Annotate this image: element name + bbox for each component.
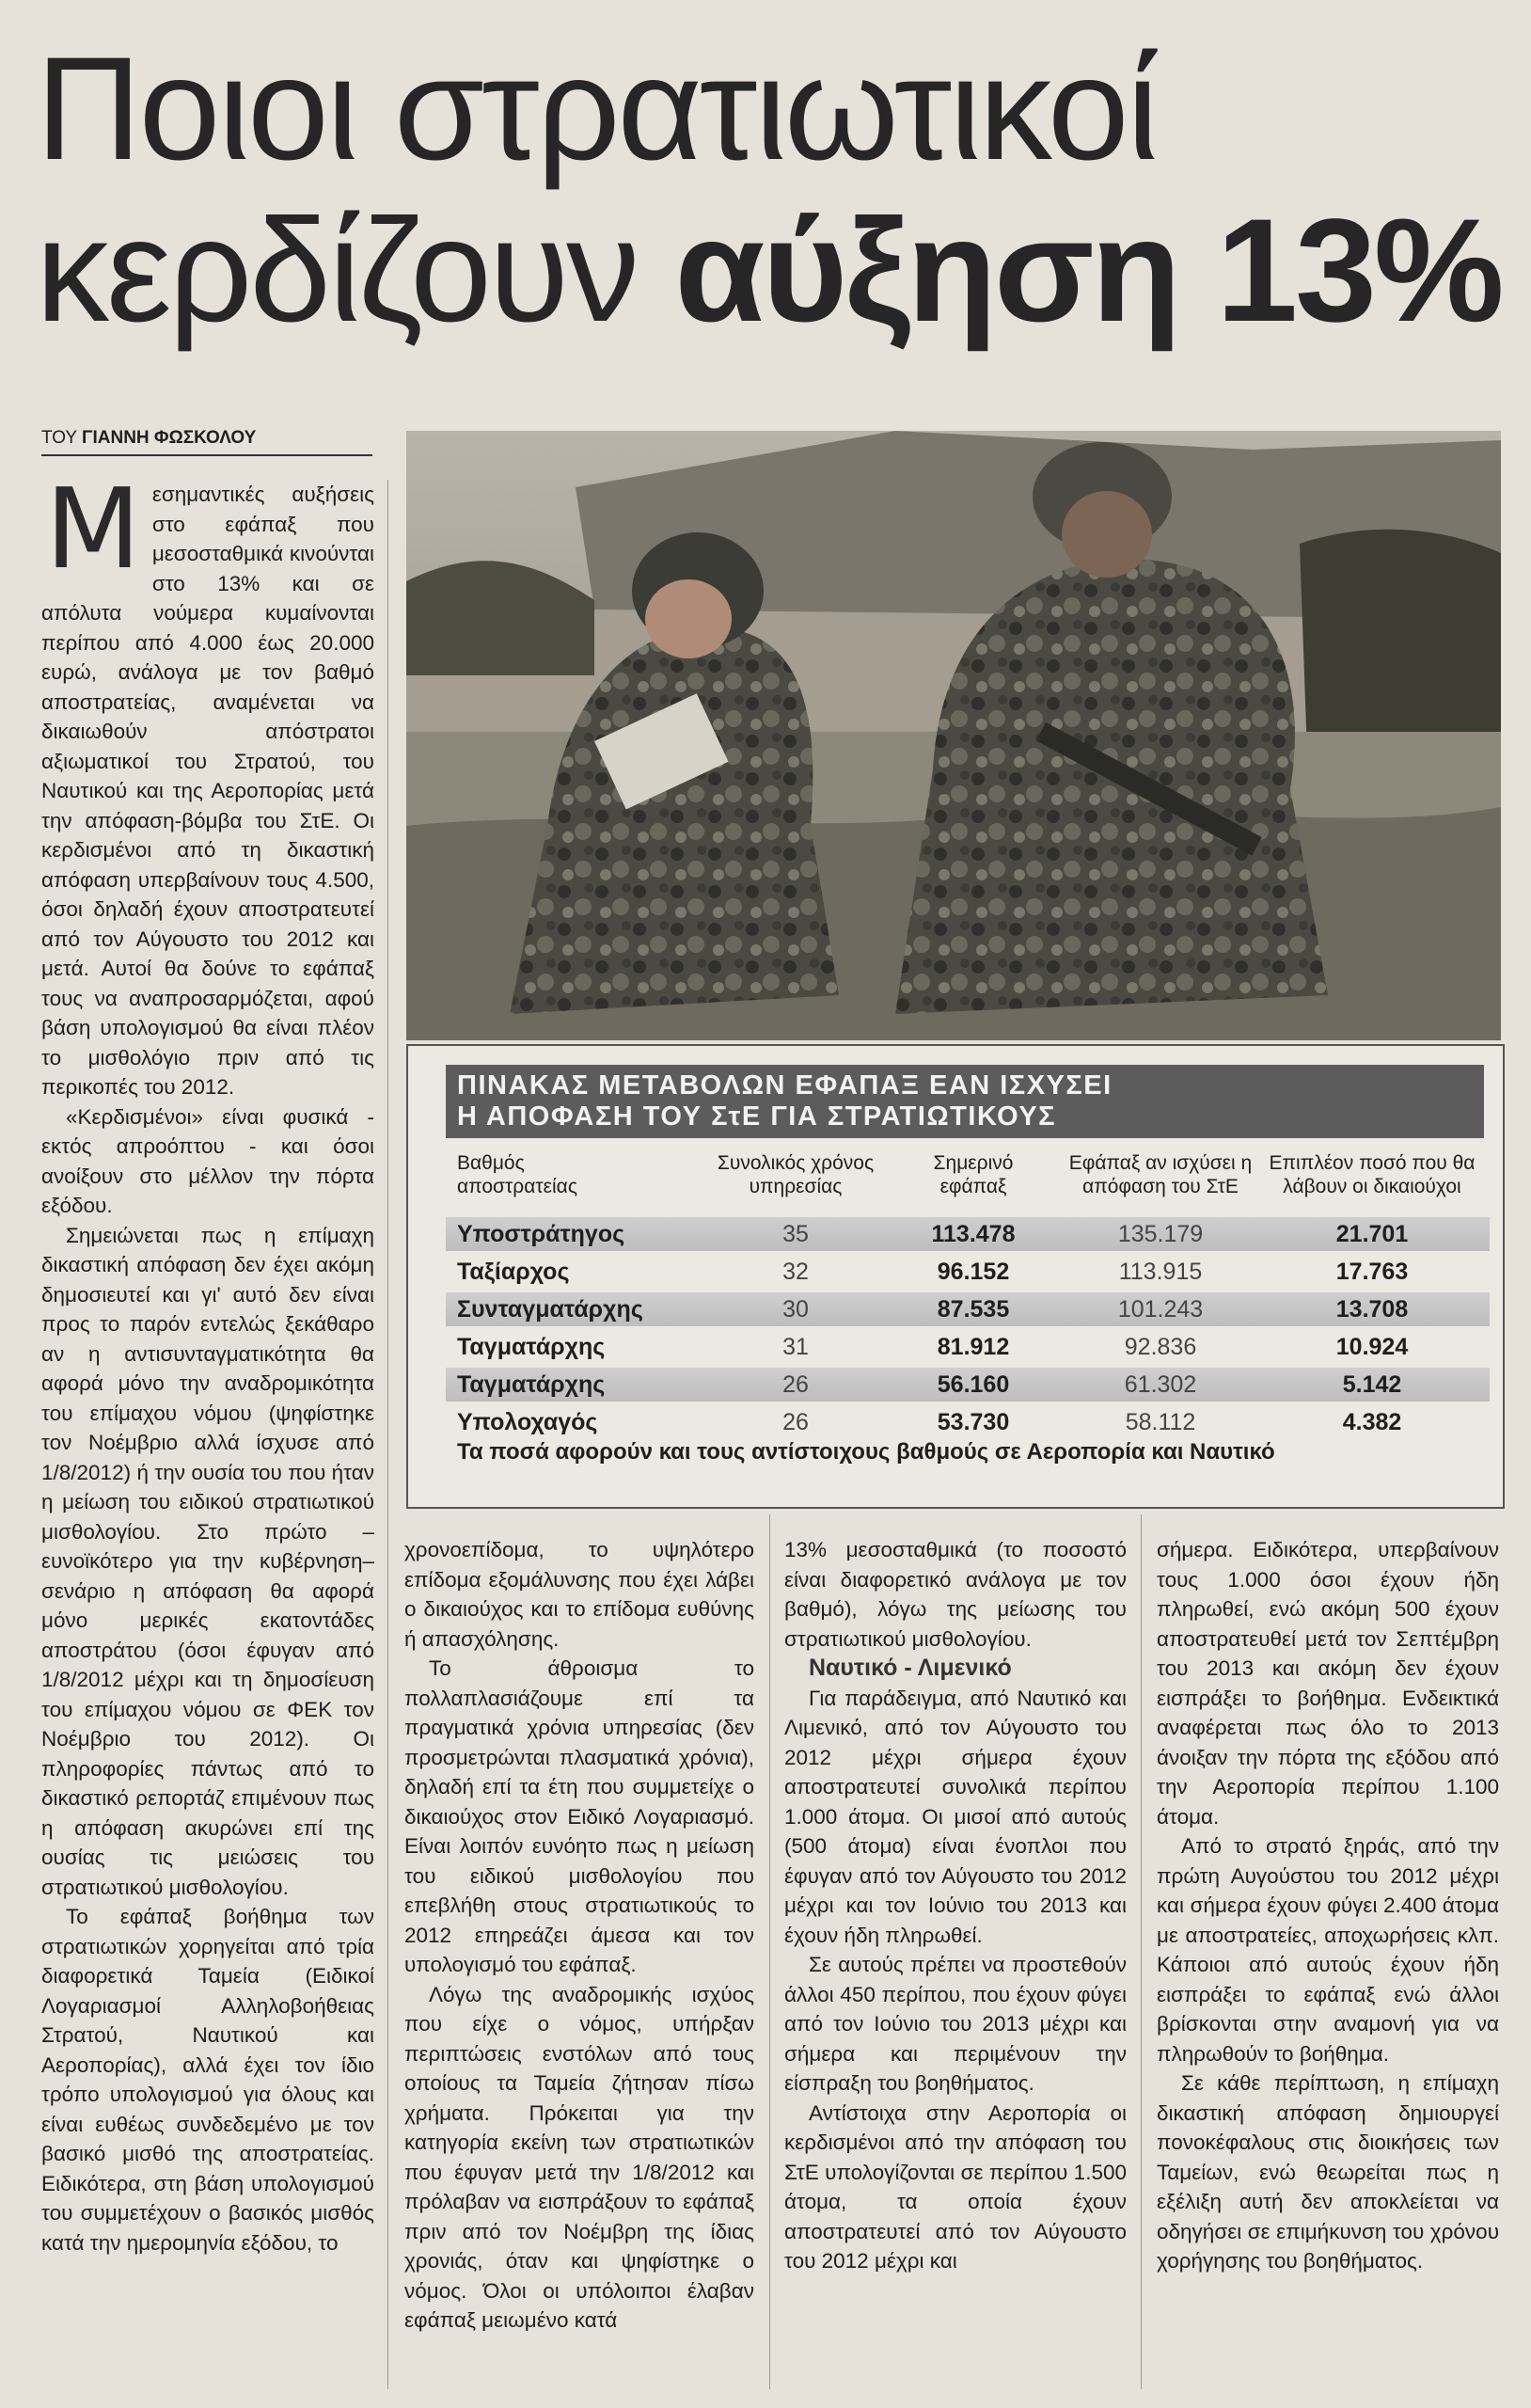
table-row: Υπολοχαγός 26 53.730 58.112 4.382	[457, 1409, 1402, 1435]
col-header-new: Εφάπαξ αν ισχύσει η απόφαση του ΣτΕ	[1068, 1152, 1253, 1197]
paragraph: Το εφάπαξ βοήθημα των στρατιωτικών χορηγείται από τρία διαφορετικά Ταμεία (Ειδικοί Λογαριασμοί Αλληλοβοήθειας Στρατού, Ναυτικού και Αεροπορίας), αλλά έχει τον ίδιο τρόπο υπολογισμού για όλους και είναι ευθέως συνδεδεμένο με τον βασικό μισθό της αποστρατείας. Ειδικότερα, στη βάση υπολογισμού του συμμετέχουν ο βασικός μισθός κατά την ημερομηνία εξόδου, το	[41, 1905, 374, 2255]
column-divider	[387, 480, 388, 2389]
paragraph: 13% μεσοσταθμικά (το ποσοστό είναι διαφορετικό ανάλογα με τον βαθμό), λόγω της μείωσης του στρατιωτικού μισθολογίου.	[784, 1538, 1127, 1651]
table-row: Υποστράτηγος 35 113.478 135.179 21.701	[446, 1217, 1490, 1251]
article-column-1	[41, 464, 374, 2258]
paragraph: Για παράδειγμα, από Ναυτικό και Λιμενικό, από τον Αύγουστο του 2012 μέχρι σήμερα έχουν αποστρατευτεί συνολικά περίπου 1.000 άτομα. Οι μισοί από αυτούς (500 άτομα) είναι ένοπλοι που έφυγαν από τον Αύγουστο του 2012 μέχρι και τον Ιούνιο του 2013 και έχουν ήδη πληρωθεί.	[784, 1686, 1127, 1947]
column-divider	[769, 1514, 770, 2389]
col-header-extra: Επιπλέον ποσό που θα λάβουν οι δικαιούχοι	[1269, 1152, 1476, 1197]
headline-highlight: αύξηση 13%	[674, 189, 1502, 353]
headline-line-1: Ποιοι στρατιωτικοί	[36, 27, 1157, 191]
col-header-rank: Βαθμός αποστρατείας	[457, 1152, 577, 1197]
col-header-current: Σημερινό εφάπαξ	[933, 1152, 1014, 1197]
soldiers-photo	[406, 431, 1501, 1040]
paragraph: χρονοεπίδομα, το υψηλότερο επίδομα εξομάλυνσης που έχει λάβει ο δικαιούχος και το επίδομα ευθύνης ή απασχόλησης.	[404, 1538, 754, 1651]
paragraph: Σε αυτούς πρέπει να προστεθούν άλλοι 450 περίπου, που έχουν φύγει από τον Ιούνιο του 2013 μέχρι και σήμερα και περιμένουν την είσπραξη του βοηθήματος.	[784, 1953, 1127, 2095]
subheading: Ναυτικό - Λιμενικό	[809, 1655, 1012, 1681]
headline-line-2: κερδίζουν	[36, 189, 675, 353]
col-header-years: Συνολικός χρόνος υπηρεσίας	[717, 1152, 875, 1197]
paragraph: Λόγω της αναδρομικής ισχύος που είχε ο νόμος, υπήρξαν περιπτώσεις ενστόλων από τους οποίους τα Ταμεία ζήτησαν πίσω χρήματα. Πρόκειται για την κατηγορία εκείνη των στρατιωτικών που έφυγαν μετά την 1/8/2012 και πρόλαβαν να εισπράξουν το εφάπαξ πριν από τον Νοέμβρη της ίδιας χρονιάς, όταν και ψηφίστηκε ο νόμος. Όλοι οι υπόλοιποι έλαβαν εφάπαξ μειωμένο κατά	[404, 1982, 754, 2332]
paragraph: Σημειώνεται πως η επίμαχη δικαστική απόφαση δεν έχει ακόμη δημοσιευτεί και γι' αυτό δεν είναι προς το παρόν εντελώς ξεκάθαρο αν η αντισυνταγματικότητα θα αφορά μόνο την αναδρομικότητα του επίμαχου νόμου (ψηφίστηκε τον Νοέμβριο αλλά ίσχυσε από 1/8/2012) ή την ουσία του που ήταν η μείωση του ειδικού στρατιωτικού μισθολογίου. Στο πρώτο –ευνοϊκότερο για την κυβέρνηση– σενάριο η απόφαση θα αφορά μόνο μερικές εκατοντάδες αποστράτου (όσοι έφυγαν από 1/8/2012 μέχρι και τη δημοσίευση του επίμαχου νόμου σε ΦΕΚ τον Νοέμβριο του 2012). Οι πληροφορίες πάντως από το δικαστικό ρεπορτάζ επιμένουν πως η απόφαση ακυρώνει επί της ουσίας τις μειώσεις του στρατιωτικού μισθολογίου.	[41, 1223, 374, 1899]
byline	[41, 428, 372, 456]
lead-paragraph: Μεσημαντικές αυξήσεις στο εφάπαξ που μεσοσταθμικά κινούνται στο 13% και σε απόλυτα νούμερα κυμαίνονται περίπου από 4.000 έως 20.000 ευρώ, ανάλογα με τον βαθμό αποστρατείας, αναμένεται να δικαιωθούν απόστρατοι αξιωματικοί του Στρατού, του Ναυτικού και της Αεροπορίας μετά την απόφαση-βόμβα του ΣτΕ. Οι κερδισμένοι από τη δικαστική απόφαση υπερβαίνουν τους 4.500, όσοι δηλαδή έχουν αποστρατευτεί από τον Αύγουστο του 2012 και μετά. Αυτοί θα δούνε το εφάπαξ τους να αναπροσαρμόζεται, αφού βάση υπολογισμού θα είναι πλέον το μισθολόγιο πριν από τις περικοπές του 2012.	[41, 464, 374, 1099]
paragraph: σήμερα. Ειδικότερα, υπερβαίνουν τους 1.000 όσοι έχουν ήδη πληρωθεί, ενώ ακόμη 500 έχουν αποστρατευθεί μετά τον Σεπτέμβρη του 2013 και ακόμη δεν έχουν εισπράξει το βοήθημα. Ενδεικτικά αναφέρεται πως όλο το 2013 άνοιξαν την πόρτα της εξόδου από την Αεροπορία περίπου 1.100 άτομα.	[1157, 1538, 1499, 1829]
headline	[36, 28, 1503, 352]
byline-author: ΓΙΑΝΝΗ ΦΩΣΚΟΛΟΥ	[82, 428, 257, 448]
column-divider	[1141, 1514, 1142, 2389]
paragraph: Από το στρατό ξηράς, από την πρώτη Αυγούστου του 2012 μέχρι και σήμερα έχουν φύγει 2.400 άτομα με αποστρατείες, αποχωρήσεις κλπ. Κάποιοι από αυτούς έχουν ήδη εισπράξει το εφάπαξ ενώ άλλοι βρίσκονται στην αναμονή για να πληρωθούν το βοήθημα.	[1157, 1834, 1499, 2066]
table-row: Ταγματάρχης 26 56.160 61.302 5.142	[446, 1368, 1490, 1402]
paragraph: Το άθροισμα το πολλαπλασιάζουμε επί τα πραγματικά χρόνια υπηρεσίας (δεν προσμετρώνται πλασματικά χρόνια), δηλαδή επί τα έτη που συμμετείχε ο δικαιούχος στον Ειδικό Λογαριασμό. Είναι λοιπόν ευνόητο πως η μείωση του ειδικού μισθολογίου που επεβλήθη στους στρατιωτικούς το 2012 επηρεάζει άμεσα και τον υπολογισμό του εφάπαξ.	[404, 1656, 754, 1976]
pension-changes-table	[406, 1044, 1505, 1509]
article-column-3	[784, 1535, 1127, 2276]
table-header-row	[446, 1151, 1490, 1217]
table-title: ΠΙΝΑΚΑΣ ΜΕΤΑΒΟΛΩΝ ΕΦΑΠΑΞ ΕΑΝ ΙΣΧΥΣΕΙ Η ΑΠΟΦΑΣΗ ΤΟΥ ΣτΕ ΓΙΑ ΣΤΡΑΤΙΩΤΙΚΟΥΣ	[446, 1065, 1484, 1138]
table-row: Ταγματάρχης 31 81.912 92.836 10.924	[457, 1334, 1409, 1360]
table-row: Ταξίαρχος 32 96.152 113.915 17.763	[457, 1259, 1409, 1285]
table-row: Συνταγματάρχης 30 87.535 101.243 13.708	[446, 1292, 1490, 1326]
article-column-2	[404, 1535, 754, 2336]
paragraph: Σε κάθε περίπτωση, η επίμαχη δικαστική απόφαση δημιουργεί πονοκέφαλους στις διοικήσεις των Ταμείων, ενώ θεωρείται πως η εξέλιξη αυτή δεν αποκλείεται να οδηγήσει σε επιμήκυνση του χρόνου χορήγησης του βοηθήματος.	[1157, 2071, 1499, 2273]
byline-prefix: ΤΟΥ	[41, 428, 83, 448]
table-footnote: Τα ποσά αφορούν και τους αντίστοιχους βαθμούς σε Αεροπορία και Ναυτικό	[457, 1439, 1275, 1465]
paragraph: Αντίστοιχα στην Αεροπορία οι κερδισμένοι από την απόφαση του ΣτΕ υπολογίζονται σε περίπου 1.500 άτομα, τα οποία έχουν αποστρατευτεί από τον Αύγουστο του 2012 μέχρι και	[784, 2100, 1127, 2273]
article-column-4	[1157, 1535, 1499, 2276]
paragraph: «Κερδισμένοι» είναι φυσικά - εκτός απροόπτου - και όσοι ανοίξουν στο μέλλον την πόρτα εξόδου.	[41, 1104, 374, 1217]
drop-cap: Μ	[45, 464, 141, 594]
